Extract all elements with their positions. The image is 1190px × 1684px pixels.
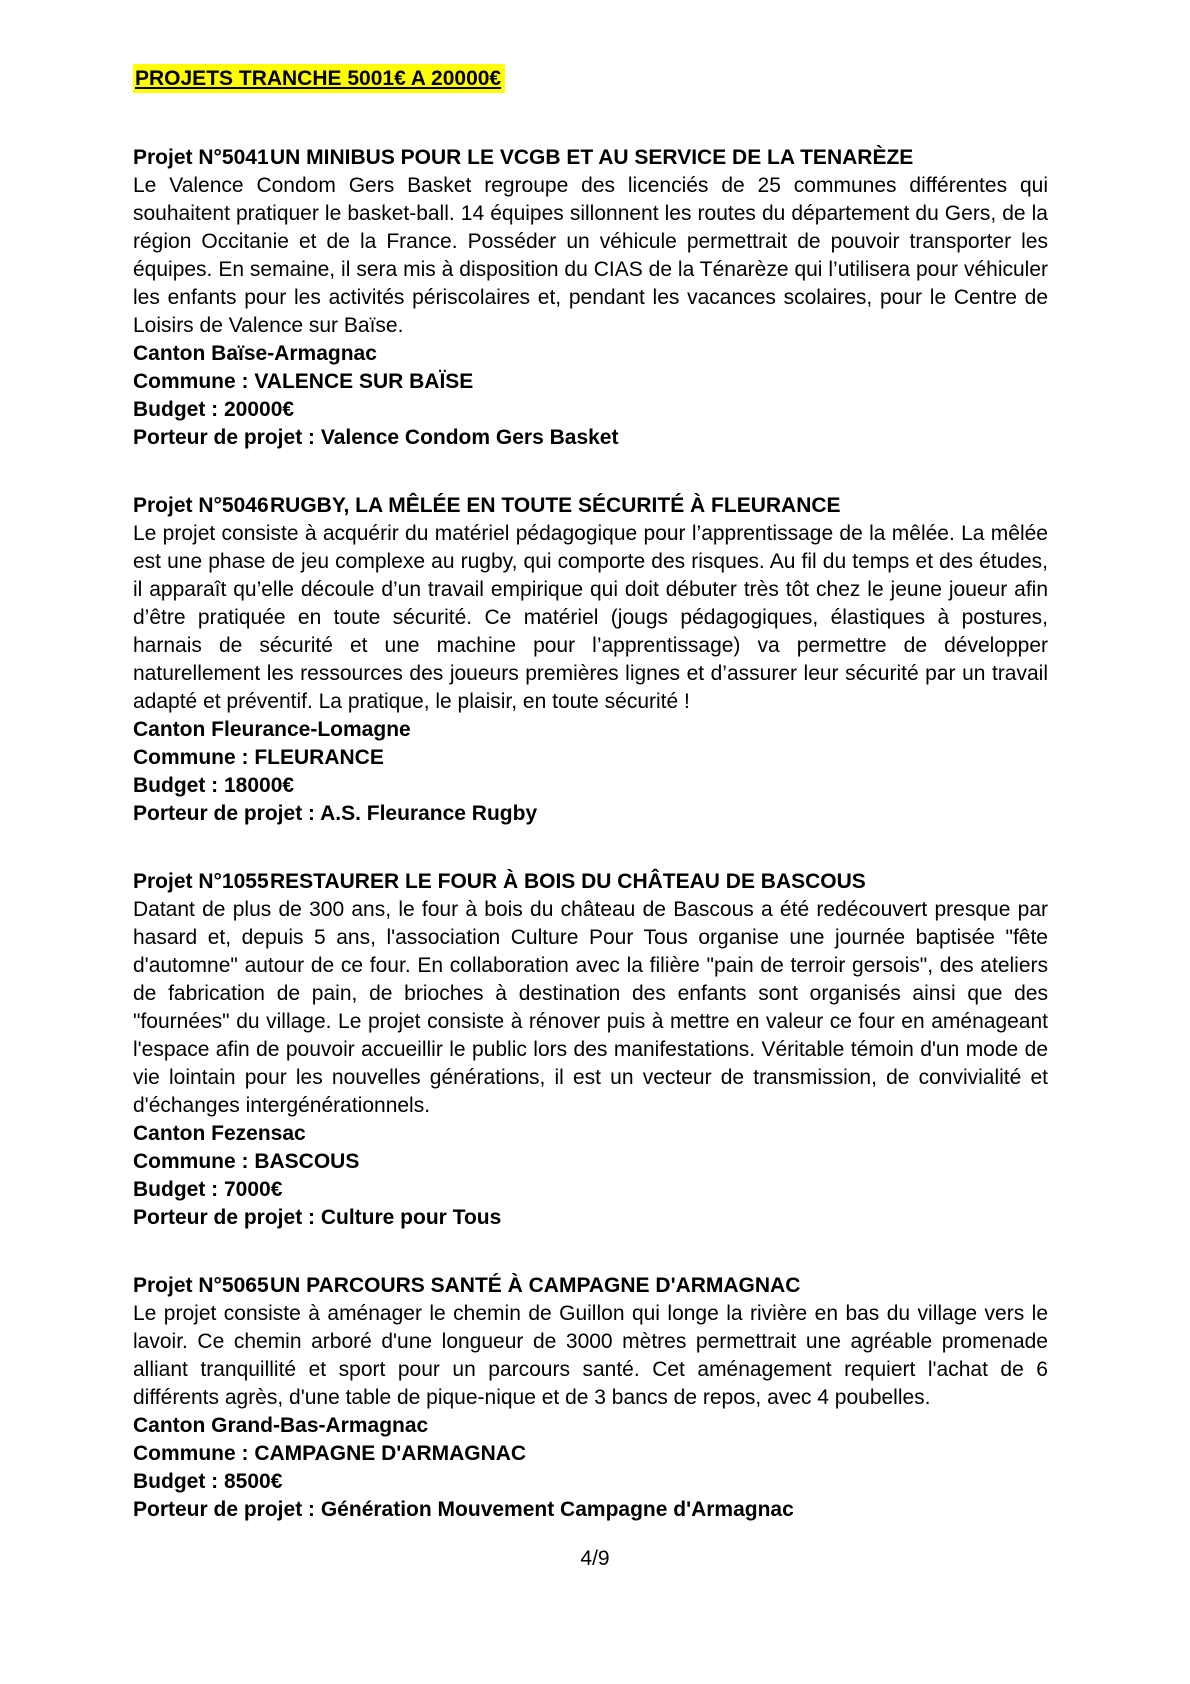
project-budget: Budget : 8500€ [133,1470,283,1493]
project-commune: Commune : BASCOUS [133,1150,360,1173]
project-number: Projet N°5046 [133,494,269,517]
project-block-1055 [133,868,1048,1232]
project-title: UN MINIBUS POUR LE VCGB ET AU SERVICE DE LA TENARÈZE [270,146,914,169]
project-canton: Canton Grand-Bas-Armagnac [133,1414,429,1437]
project-description: Datant de plus de 300 ans, le four à bois du château de Bascous a été redécouvert presque par hasard et, depuis 5 ans, l'association Culture Pour Tous organise une journée baptisée "fête d'automne" autour de ce four. En collaboration avec la filière "pain de terroir gersois", des ateliers de fabrication de pain, de brioches à destination des enfants sont organisés ainsi que des "fournées" du village. Le projet consiste à rénover puis à mettre en valeur ce four en aménageant l'espace afin de pouvoir accueillir le public lors des manifestations. Véritable témoin d'un mode de vie lointain pour les nouvelles générations, il est un vecteur de transmission, de convivialité et d'échanges intergénérationnels. [133,898,1048,1117]
project-description: Le Valence Condom Gers Basket regroupe des licenciés de 25 communes différentes qui souhaitent pratiquer le basket-ball. 14 équipes sillonnent les routes du département du Gers, de la région Occitanie et de la France. Posséder un véhicule permettrait de pouvoir transporter les équipes. En semaine, il sera mis à disposition du CIAS de la Ténarèze qui l’utilisera pour véhiculer les enfants pour les activités périscolaires et, pendant les vacances scolaires, pour le Centre de Loisirs de Valence sur Baïse. [133,174,1048,337]
project-budget: Budget : 20000€ [133,398,295,421]
project-block-5065 [133,1272,1048,1524]
document-title: PROJETS TRANCHE 5001€ A 20000€ [133,64,505,93]
project-porteur: Porteur de projet : Valence Condom Gers Basket [133,426,619,449]
project-commune: Commune : FLEURANCE [133,746,384,769]
project-description: Le projet consiste à aménager le chemin de Guillon qui longe la rivière en bas du village vers le lavoir. Ce chemin arboré d'une longueur de 3000 mètres permettrait une agréable promenade alliant tranquillité et sport pour un parcours santé. Cet aménagement requiert l'achat de 6 différents agrès, d'une table de pique-nique et de 3 bancs de repos, avec 4 poubelles. [133,1302,1048,1409]
project-header [133,868,1048,896]
project-header [133,144,1048,172]
project-commune: Commune : CAMPAGNE D'ARMAGNAC [133,1442,527,1465]
project-title: RESTAURER LE FOUR À BOIS DU CHÂTEAU DE BASCOUS [270,870,866,893]
project-porteur: Porteur de projet : A.S. Fleurance Rugby [133,802,538,825]
project-porteur: Porteur de projet : Culture pour Tous [133,1206,502,1229]
project-number: Projet N°5041 [133,146,269,169]
project-porteur: Porteur de projet : Génération Mouvement Campagne d'Armagnac [133,1498,794,1521]
project-budget: Budget : 18000€ [133,774,295,797]
project-header [133,492,1048,520]
project-header [133,1272,1048,1300]
project-number: Projet N°1055 [133,870,269,893]
page-number: 4/9 [580,1547,610,1570]
project-block-5041 [133,144,1048,452]
project-title: RUGBY, LA MÊLÉE EN TOUTE SÉCURITÉ À FLEURANCE [270,494,841,517]
project-title: UN PARCOURS SANTÉ À CAMPAGNE D'ARMAGNAC [270,1274,801,1297]
project-budget: Budget : 7000€ [133,1178,283,1201]
project-canton: Canton Fezensac [133,1122,306,1145]
project-block-5046 [133,492,1048,828]
project-number: Projet N°5065 [133,1274,269,1297]
document-title-row [133,64,1048,93]
project-canton: Canton Fleurance-Lomagne [133,718,411,741]
project-description: Le projet consiste à acquérir du matériel pédagogique pour l’apprentissage de la mêlée. La mêlée est une phase de jeu complexe au rugby, qui comporte des risques. Au fil du temps et des études, il apparaît qu’elle découle d’un travail empirique qui doit débuter très tôt chez le jeune joueur afin d’être pratiquée en toute sécurité. Ce matériel (jougs pédagogiques, élastiques à postures, harnais de sécurité et une machine pour l’apprentissage) va permettre de développer naturellement les ressources des joueurs premières lignes et d’assurer leur sécurité par un travail adapté et préventif. La pratique, le plaisir, en toute sécurité ! [133,522,1048,713]
project-canton: Canton Baïse-Armagnac [133,342,377,365]
project-commune: Commune : VALENCE SUR BAÏSE [133,370,474,393]
